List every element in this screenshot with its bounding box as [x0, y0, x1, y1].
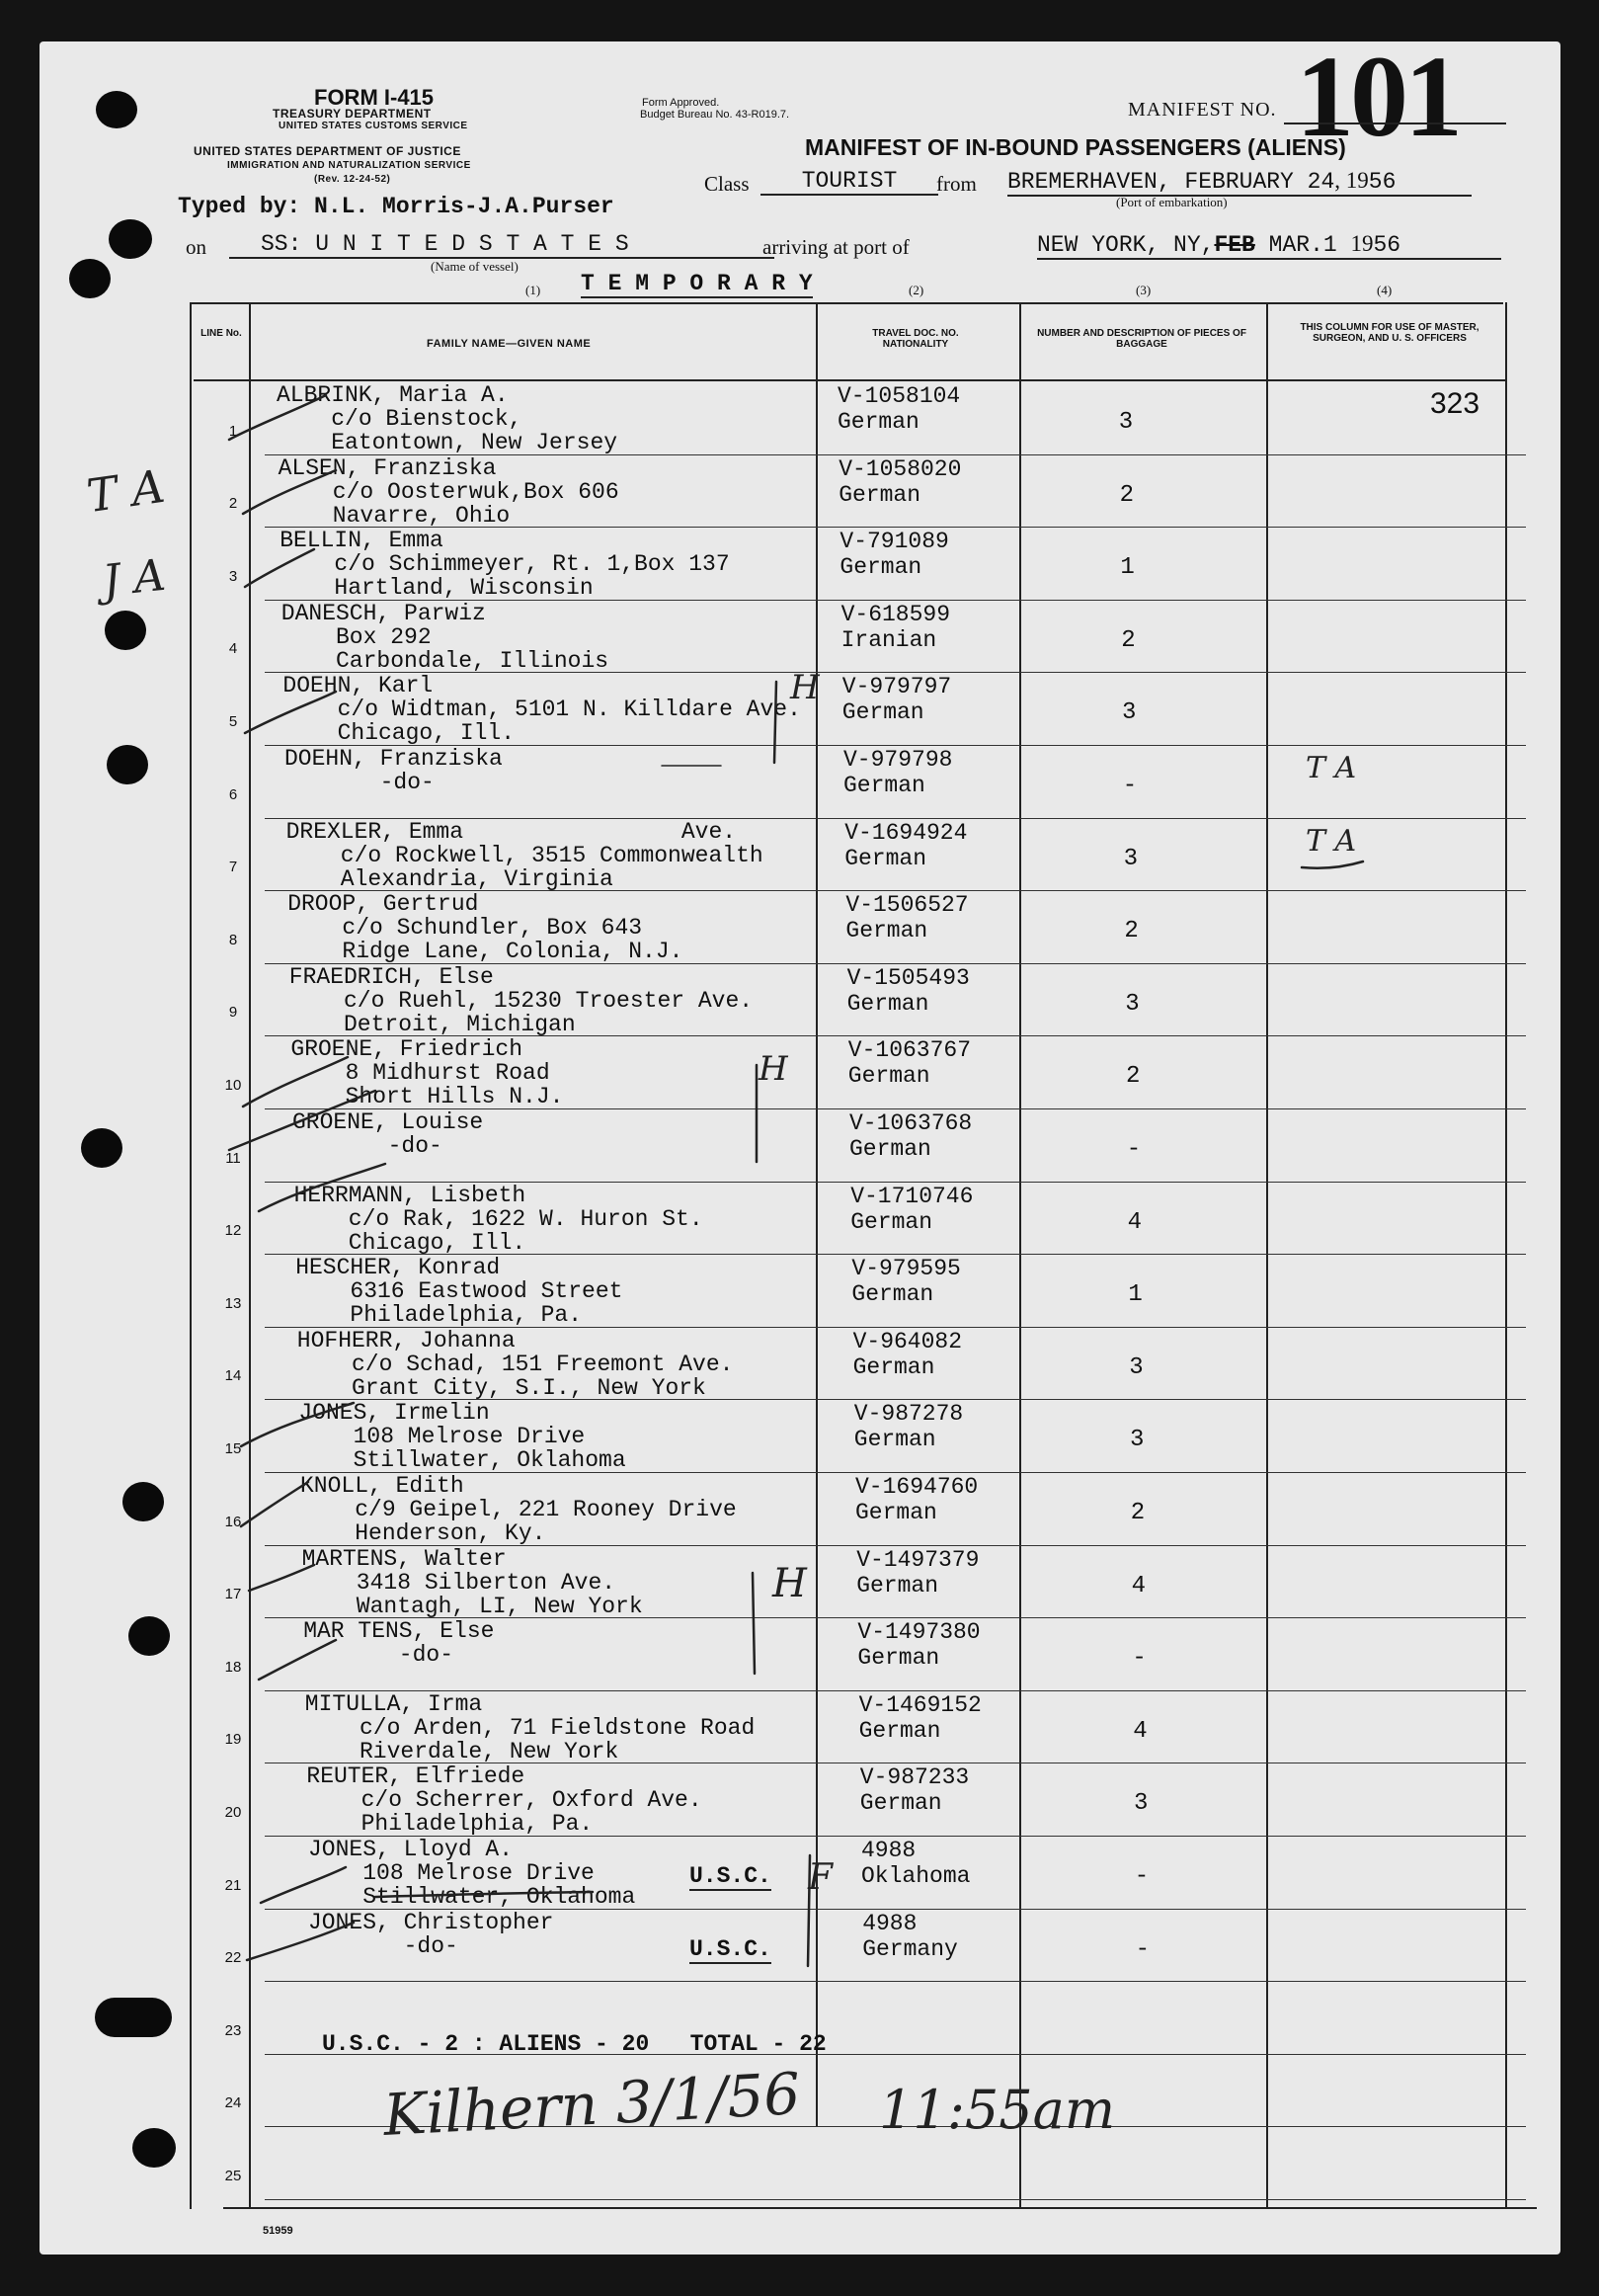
- baggage-count: 2: [1124, 918, 1139, 945]
- baggage-count: -: [1132, 1645, 1147, 1673]
- travel-doc-nationality: V-987233 German: [859, 1764, 970, 1817]
- from-value: [1007, 168, 1472, 197]
- passenger-name-address: DROOP, Gertrud c/o Schundler, Box 643 Ridge Lane, Colonia, N.J.: [287, 891, 683, 965]
- arriving-year-prefix: 19: [1350, 231, 1374, 256]
- passenger-name-address: HESCHER, Konrad 6316 Eastwood Street Philadelphia, Pa.: [295, 1255, 623, 1329]
- travel-doc-nationality: V-1694760 German: [855, 1474, 979, 1525]
- baggage-count: 4: [1131, 1572, 1146, 1599]
- baggage-count: 3: [1133, 1790, 1149, 1818]
- passenger-name-address: DOEHN, Karl c/o Widtman, 5101 N. Killdare Ave. Chicago, Ill.: [282, 673, 801, 747]
- officer-note: T A: [1306, 751, 1357, 785]
- revision-label: (Rev. 12-24-52): [314, 174, 391, 185]
- travel-doc-nationality: V-1710746 German: [850, 1183, 974, 1235]
- line-number: 22: [224, 1949, 242, 1967]
- struck-month: FEB: [1214, 232, 1255, 258]
- baggage-count: 1: [1128, 1281, 1143, 1309]
- travel-doc-nationality: V-1063767 German: [847, 1037, 972, 1090]
- line-number: 16: [224, 1513, 242, 1530]
- col-header-family-name: FAMILY NAME—GIVEN NAME: [427, 338, 592, 350]
- margin-note-ja: J A: [100, 549, 168, 608]
- temporary-label: T E M P O R A R Y: [581, 271, 813, 296]
- travel-doc-nationality: V-964082 German: [852, 1328, 963, 1380]
- budget-bureau: Budget Bureau No. 43-R019.7.: [640, 109, 790, 121]
- form-approved: Form Approved.: [642, 97, 720, 109]
- manifest-no-label: MANIFEST NO.: [1128, 99, 1277, 121]
- arriving-date: MAR.1: [1268, 232, 1337, 258]
- baggage-count: 3: [1129, 1353, 1144, 1381]
- from-year-prefix: , 19: [1334, 168, 1369, 193]
- on-label: on: [186, 235, 206, 259]
- line-number: 14: [224, 1367, 242, 1385]
- travel-doc-nationality: V-618599 Iranian: [840, 601, 951, 653]
- h-mark: H: [790, 668, 820, 707]
- travel-doc-nationality: 4988 Oklahoma: [861, 1838, 971, 1889]
- line-number: 4: [228, 640, 238, 658]
- line-number: 1: [228, 422, 238, 440]
- line-number: 2: [228, 495, 238, 513]
- line-number: 25: [224, 2168, 242, 2184]
- baggage-count: 1: [1120, 554, 1135, 582]
- officer-note: T A: [1306, 823, 1357, 859]
- col-num-4: (4): [1377, 283, 1393, 297]
- line-number: 24: [224, 2094, 242, 2112]
- arriving-year: 56: [1373, 232, 1401, 258]
- vessel-name: SS: U N I T E D S T A T E S: [229, 231, 774, 259]
- baggage-count: 3: [1118, 409, 1134, 436]
- travel-doc-nationality: V-1505493 German: [846, 964, 970, 1017]
- arriving-value: [1037, 231, 1501, 260]
- officer-note: 323: [1430, 387, 1480, 420]
- usc-marker: U.S.C.: [689, 1935, 771, 1962]
- punch-hole: [132, 2128, 176, 2168]
- col-header-travel-doc: TRAVEL DOC. NO. NATIONALITY: [872, 328, 959, 350]
- punch-hole: [105, 611, 146, 650]
- line-number: 15: [224, 1440, 242, 1457]
- punch-hole: [96, 91, 137, 128]
- passenger-name-address: ALBRINK, Maria A. c/o Bienstock, Eatontown, New Jersey: [277, 382, 618, 455]
- travel-doc-nationality: V-979798 German: [843, 747, 953, 798]
- travel-doc-nationality: V-1506527 German: [845, 892, 969, 944]
- baggage-count: -: [1126, 1136, 1142, 1163]
- line-number: 18: [224, 1658, 242, 1676]
- travel-doc-nationality: 4988 Germany: [862, 1910, 958, 1962]
- baggage-count: 2: [1121, 626, 1136, 654]
- totals-line: U.S.C. - 2 : ALIENS - 20 TOTAL - 22: [322, 2031, 827, 2057]
- travel-doc-nationality: V-1469152 German: [858, 1691, 982, 1744]
- from-year: 56: [1368, 169, 1397, 195]
- travel-doc-nationality: V-1497380 German: [857, 1619, 981, 1672]
- line-number: 17: [224, 1586, 242, 1603]
- baggage-count: 2: [1130, 1500, 1146, 1526]
- travel-doc-nationality: V-1058104 German: [838, 383, 961, 435]
- punch-hole: [109, 219, 152, 259]
- line-number: 5: [228, 713, 238, 730]
- line-number: 3: [228, 567, 238, 585]
- line-number: 20: [224, 1804, 242, 1821]
- passenger-name-address: GROENE, Louise -do-: [292, 1109, 484, 1159]
- ins-label: IMMIGRATION AND NATURALIZATION SERVICE: [227, 160, 471, 171]
- customs-label: UNITED STATES CUSTOMS SERVICE: [279, 121, 468, 131]
- signature: Kilhern 3/1/56: [381, 2059, 802, 2150]
- line-number: 13: [224, 1294, 242, 1312]
- line-number: 21: [224, 1876, 242, 1894]
- col-header-line-no: LINE No.: [200, 328, 242, 339]
- line-number: 6: [228, 785, 238, 803]
- passenger-name-address: JONES, Irmelin 108 Melrose Drive Stillwater, Oklahoma: [298, 1400, 626, 1474]
- baggage-count: 3: [1129, 1427, 1145, 1454]
- line-number: 9: [228, 1004, 238, 1022]
- travel-doc-nationality: V-979797 German: [841, 674, 952, 726]
- line-number: 23: [224, 2021, 242, 2039]
- punch-hole: [128, 1616, 170, 1656]
- from-port-date: BREMERHAVEN, FEBRUARY 24: [1007, 169, 1335, 195]
- vessel-note: (Name of vessel): [431, 259, 519, 274]
- justice-label: UNITED STATES DEPARTMENT OF JUSTICE: [194, 144, 461, 158]
- passenger-name-address: JONES, Christopher -do-: [308, 1909, 554, 1959]
- passenger-name-address: MARTENS, Walter 3418 Silberton Ave. Wantagh, LI, New York: [301, 1545, 643, 1619]
- passenger-name-address: ALSEN, Franziska c/o Oosterwuk,Box 606 Navarre, Ohio: [278, 454, 619, 529]
- row-separator: [265, 2199, 1526, 2200]
- passenger-name-address: HOFHERR, Johanna c/o Schad, 151 Freemont Ave. Grant City, S.I., New York: [296, 1327, 734, 1401]
- baggage-count: 3: [1125, 990, 1140, 1018]
- passenger-name-address: GROENE, Friedrich 8 Midhurst Road Short Hills N.J.: [290, 1036, 564, 1110]
- passenger-name-address: HERRMANN, Lisbeth c/o Rak, 1622 W. Huron St. Chicago, Ill.: [293, 1182, 703, 1256]
- travel-doc-nationality: V-1497379 German: [856, 1546, 980, 1599]
- punch-hole: [107, 745, 148, 784]
- baggage-count: 4: [1127, 1208, 1142, 1236]
- col-header-baggage: NUMBER AND DESCRIPTION OF PIECES OF BAGGAGE: [1037, 328, 1246, 350]
- passenger-name-address: DANESCH, Parwiz Box 292 Carbondale, Illinois: [280, 600, 609, 674]
- manifest-sheet: [40, 41, 1560, 2255]
- typed-by: Typed by: N.L. Morris-J.A.Purser: [178, 194, 614, 219]
- baggage-count: 3: [1121, 699, 1137, 727]
- embarkation-note: (Port of embarkation): [1116, 195, 1228, 209]
- arriving-port: NEW YORK, NY,: [1037, 232, 1215, 258]
- punch-hole: [69, 259, 111, 298]
- passenger-name-address: REUTER, Elfriede c/o Scherrer, Oxford Ave. Philadelphia, Pa.: [306, 1763, 702, 1838]
- treasury-label: TREASURY DEPARTMENT: [273, 107, 432, 121]
- from-label: from: [936, 172, 977, 196]
- passenger-name-address: KNOLL, Edith c/9 Geipel, 221 Rooney Drive Henderson, Ky.: [300, 1473, 737, 1546]
- margin-note-ta: T A: [83, 458, 168, 524]
- passenger-name-address: MITULLA, Irma c/o Arden, 71 Fieldstone Road Riverdale, New York: [304, 1690, 756, 1764]
- travel-doc-nationality: V-1058020 German: [839, 455, 962, 508]
- passenger-name-address: DREXLER, Emma Ave. c/o Rockwell, 3515 Commonwealth Alexandria, Virginia: [285, 818, 763, 892]
- manifest-no-line: [1284, 123, 1506, 124]
- usc-marker: U.S.C.: [689, 1863, 771, 1889]
- baggage-count: 2: [1125, 1063, 1141, 1091]
- f-mark: F: [808, 1857, 833, 1898]
- line-number: 10: [224, 1077, 242, 1094]
- col-header-officers: THIS COLUMN FOR USE OF MASTER, SURGEON, AND U. S. OFFICERS: [1300, 322, 1479, 344]
- line-number: 11: [225, 1149, 241, 1167]
- line-number: 19: [224, 1731, 242, 1749]
- baggage-count: 4: [1133, 1717, 1148, 1745]
- h-mark: H: [759, 1049, 788, 1089]
- baggage-count: -: [1134, 1863, 1150, 1890]
- form-number: FORM I-415: [314, 85, 435, 110]
- punch-hole: [95, 1998, 172, 2037]
- class-value: TOURIST: [760, 168, 938, 196]
- line-number: 8: [228, 931, 238, 948]
- travel-doc-nationality: V-987278 German: [853, 1401, 964, 1453]
- travel-doc-nationality: V-1694924 German: [844, 819, 968, 871]
- col-num-3: (3): [1136, 283, 1152, 297]
- punch-hole: [81, 1128, 122, 1168]
- baggage-count: 2: [1119, 481, 1134, 509]
- passenger-name-address: MAR TENS, Else -do-: [303, 1618, 495, 1669]
- handwritten-time: 11:55am: [879, 2079, 1116, 2141]
- h-mark: H: [772, 1561, 807, 1606]
- arriving-label: arriving at port of: [762, 235, 910, 259]
- col-num-1: (1): [525, 283, 541, 297]
- passenger-name-address: BELLIN, Emma c/o Schimmeyer, Rt. 1,Box 137 Hartland, Wisconsin: [280, 528, 730, 602]
- baggage-count: -: [1135, 1935, 1150, 1963]
- travel-doc-nationality: V-791089 German: [839, 529, 949, 581]
- manifest-number: 101: [1296, 32, 1459, 161]
- travel-doc-nationality: V-1063768 German: [849, 1110, 973, 1162]
- row-separator: [265, 1981, 1526, 1982]
- line-number: 12: [224, 1222, 242, 1240]
- class-label: Class: [704, 172, 750, 196]
- baggage-count: 3: [1123, 845, 1138, 872]
- passenger-name-address: JONES, Lloyd A. 108 Melrose Drive Stillwater, Oklahoma: [308, 1837, 636, 1910]
- passenger-name-address: DOEHN, Franziska -do-: [284, 746, 503, 795]
- footer-code: 51959: [263, 2225, 293, 2237]
- col-num-2: (2): [909, 283, 924, 297]
- line-number: 7: [228, 859, 238, 876]
- punch-hole: [122, 1482, 164, 1521]
- manifest-title: MANIFEST OF IN-BOUND PASSENGERS (ALIENS): [805, 134, 1346, 160]
- passenger-name-address: FRAEDRICH, Else c/o Ruehl, 15230 Troester Ave. Detroit, Michigan: [288, 963, 754, 1037]
- baggage-count: -: [1122, 773, 1138, 799]
- travel-doc-nationality: V-979595 German: [851, 1256, 961, 1308]
